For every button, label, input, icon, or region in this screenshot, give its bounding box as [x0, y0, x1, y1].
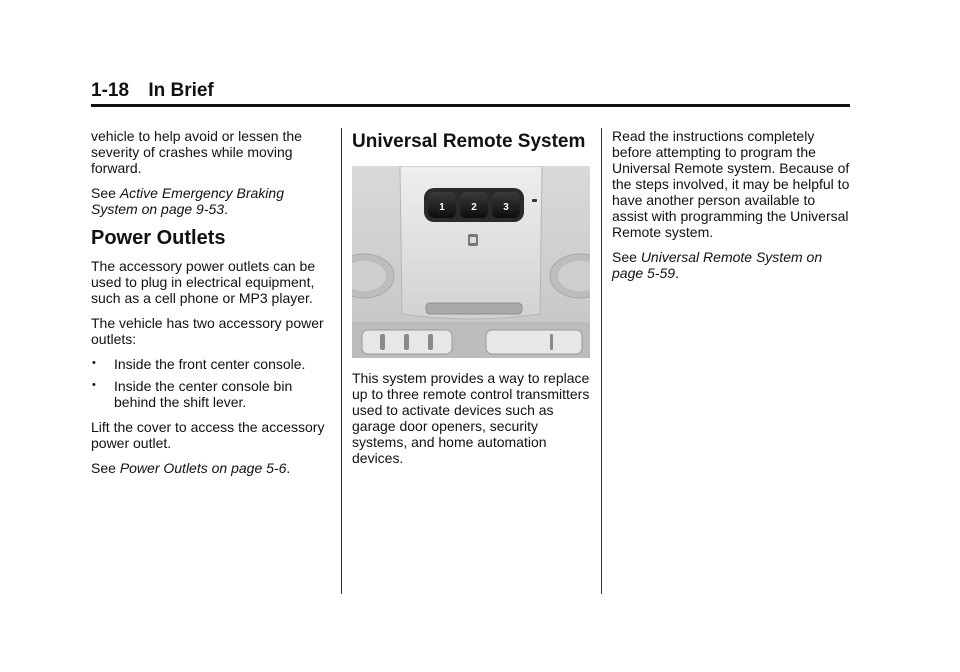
heading-power-outlets: Power Outlets	[91, 227, 226, 249]
paragraph-lift-cover: Lift the cover to access the accessory power outlet.	[91, 419, 325, 451]
outlet-list	[91, 356, 331, 410]
column-left	[91, 128, 331, 485]
link-power-outlets[interactable]: Power Outlets on page 5-6	[119, 460, 287, 476]
see-label: See	[91, 460, 120, 476]
header-rule	[91, 104, 850, 107]
column-middle	[352, 128, 592, 475]
bullet-icon: •	[92, 379, 96, 391]
column-right	[612, 128, 852, 290]
period: .	[675, 265, 679, 281]
cross-reference-universal-remote	[612, 249, 852, 281]
bullet-icon: •	[92, 357, 96, 369]
see-label: See	[91, 185, 120, 201]
cross-reference-power-outlets	[91, 460, 331, 476]
list-item	[91, 356, 331, 372]
paragraph-universal-remote-intro: This system provides a way to replace up to three remote control transmitters used to activate devices such as garage door openers, security systems, and home automation devices.	[352, 370, 590, 466]
button-label-1: 1	[439, 202, 445, 213]
button-label-2: 2	[471, 202, 477, 213]
link-universal-remote-system[interactable]: Universal Remote System on page 5-59	[612, 249, 823, 281]
section-title: In Brief	[148, 80, 214, 101]
period: .	[286, 460, 291, 476]
universal-remote-figure	[352, 166, 590, 358]
cross-reference-braking	[91, 185, 331, 217]
heading-universal-remote: Universal Remote System	[352, 131, 586, 152]
list-item	[91, 378, 331, 410]
link-active-emergency-braking[interactable]: Active Emergency Braking System on page 9-53	[91, 185, 284, 217]
period: .	[224, 201, 228, 217]
list-item-text: Inside the front center console.	[114, 356, 306, 372]
see-label: See	[612, 249, 641, 265]
paragraph-power-outlets-intro: The accessory power outlets can be used to plug in electrical equipment, such as a cell phone or MP3 player.	[91, 258, 316, 306]
paragraph-two-outlets: The vehicle has two accessory power outlets:	[91, 315, 324, 347]
column-divider-left	[341, 128, 342, 594]
paragraph-continued: vehicle to help avoid or lessen the severity of crashes while moving forward.	[91, 128, 302, 176]
paragraph-programming-instructions: Read the instructions completely before attempting to program the Universal Remote system. Because of the steps involved, it may be helpful to have another person available to assist with programming the Universal Remote system.	[612, 128, 850, 240]
list-item-text: Inside the center console bin behind the shift lever.	[114, 378, 293, 410]
button-label-3: 3	[503, 202, 509, 213]
page-number: 1-18	[91, 80, 130, 101]
page-header	[91, 80, 850, 104]
column-divider-right	[601, 128, 602, 594]
